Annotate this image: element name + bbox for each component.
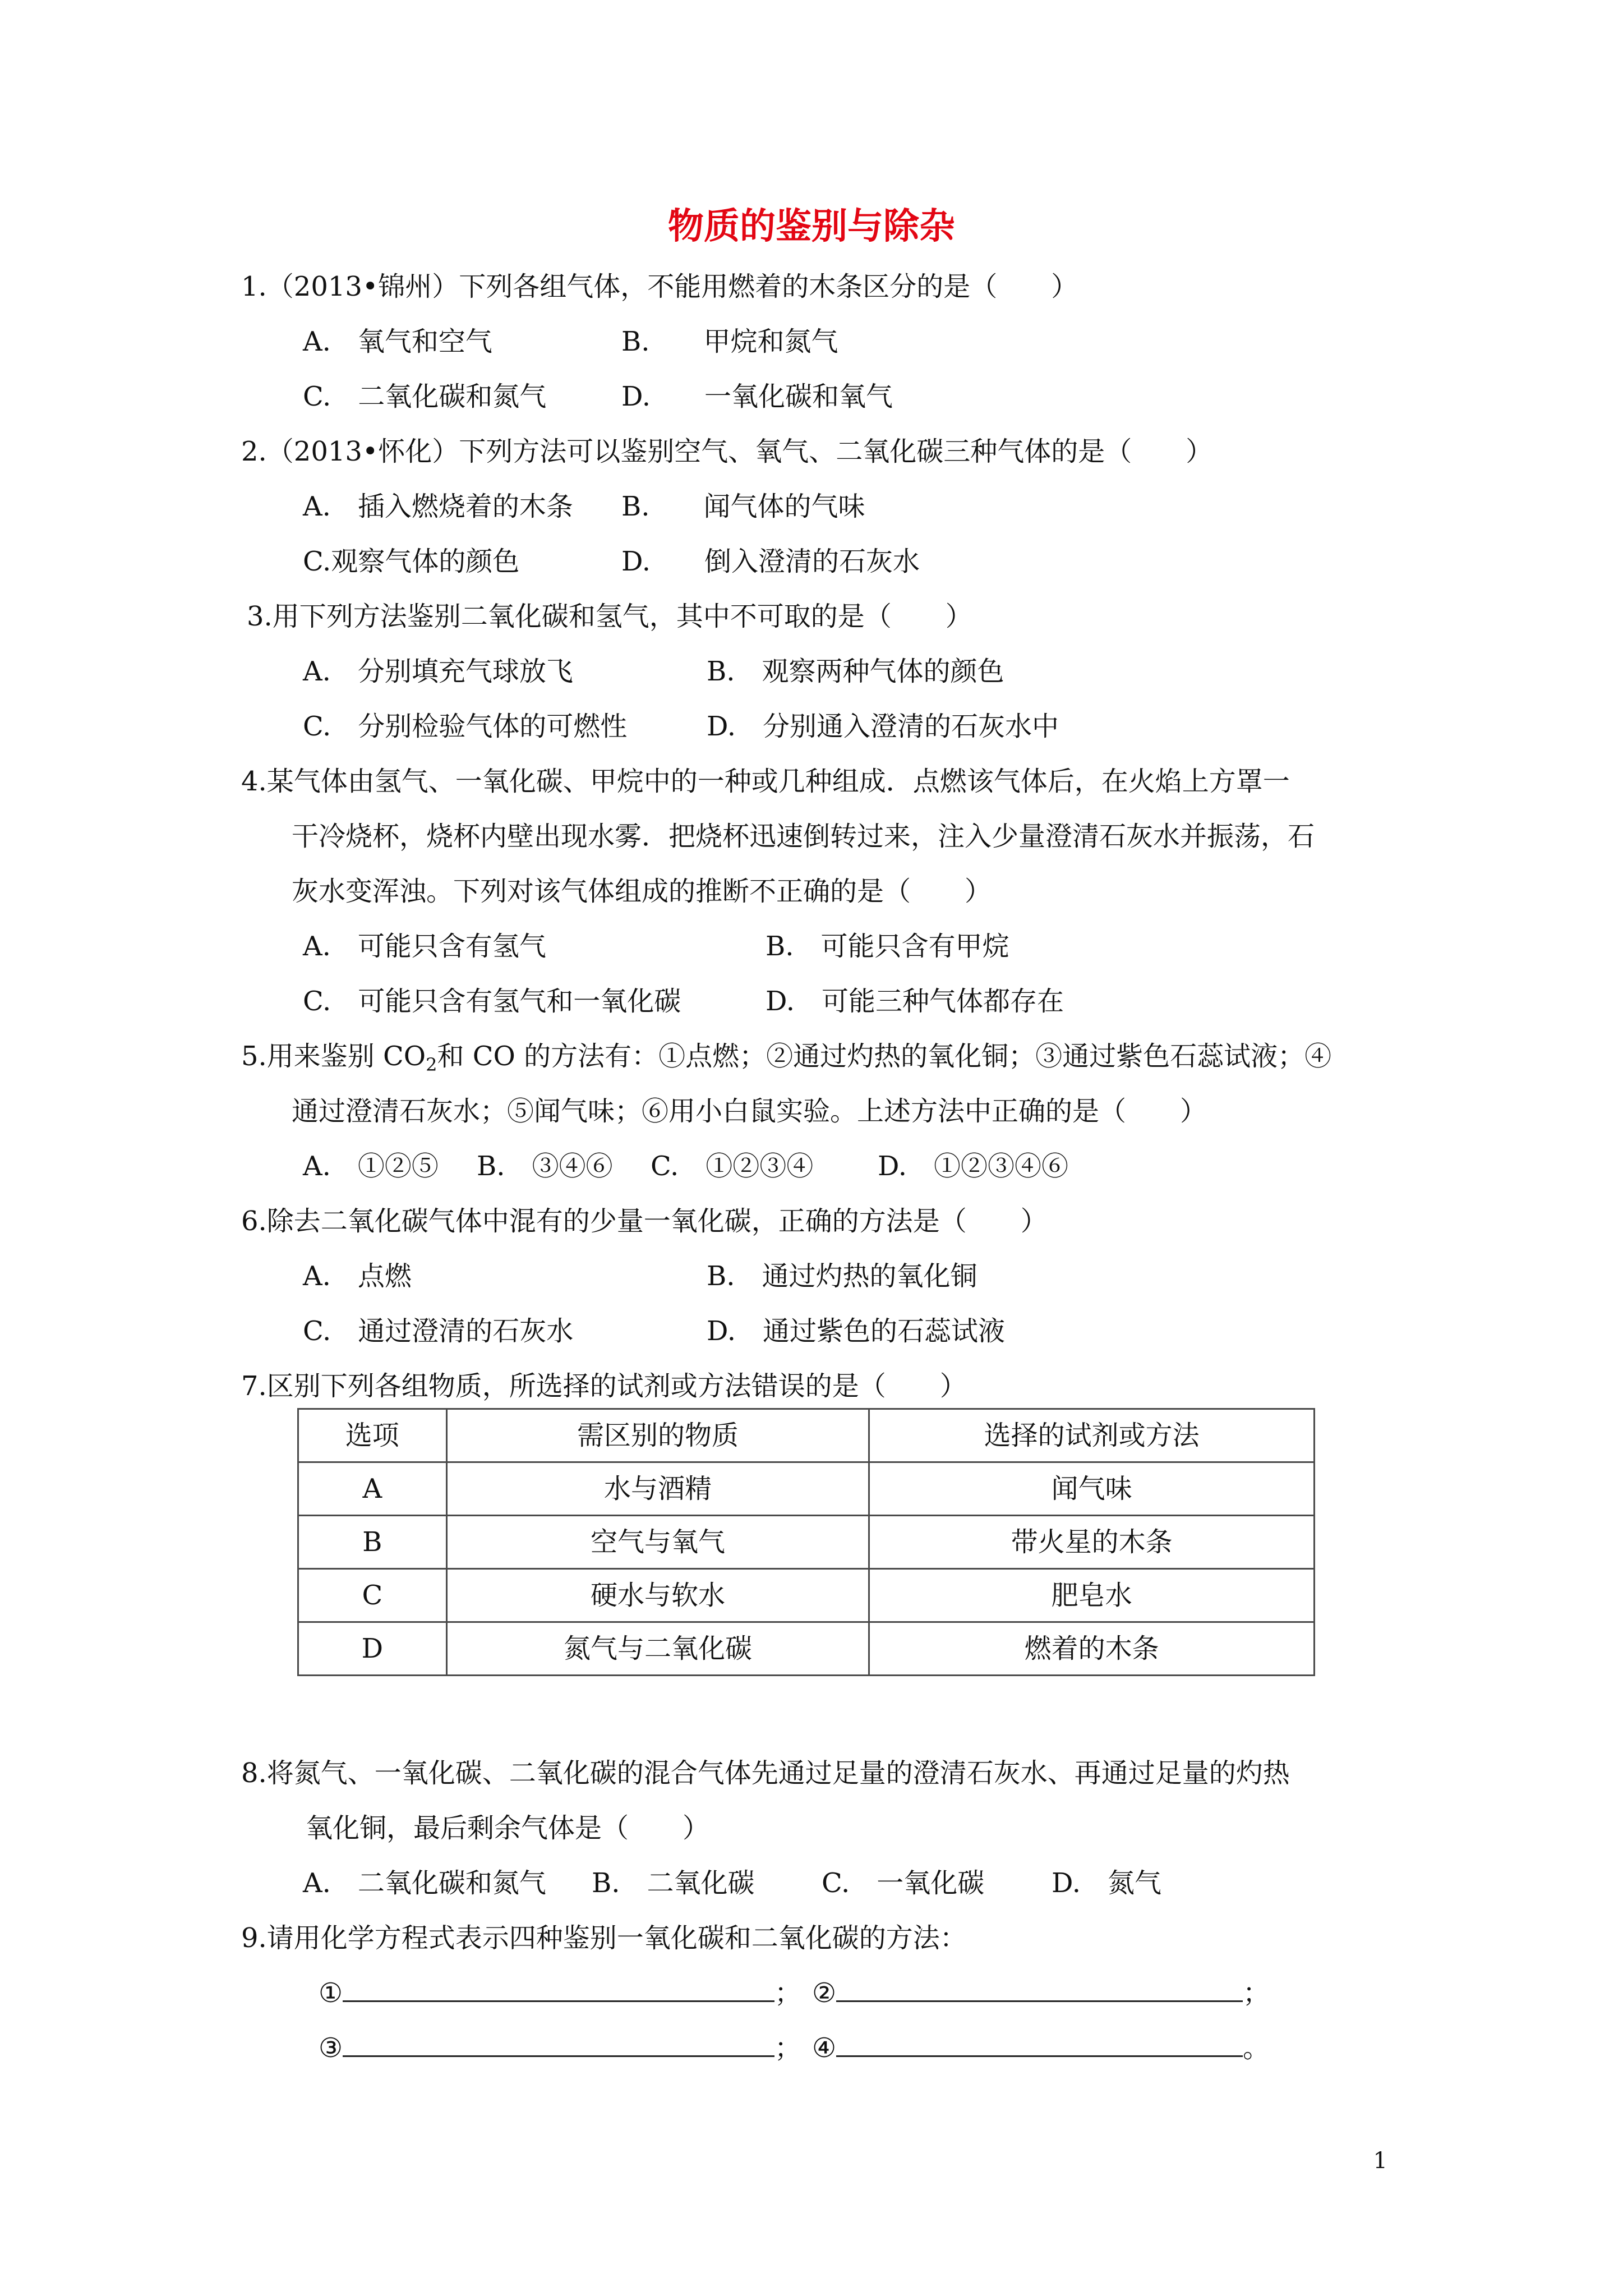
page-number: 1 <box>1373 2148 1387 2174</box>
question-4-option-b: B. 可能只含有甲烷 <box>766 931 1009 962</box>
question-6-stem: 6.除去二氧化碳气体中混有的少量一氧化碳，正确的方法是（ ） <box>241 1205 1048 1237</box>
question-6-option-d: D. 通过紫色的石蕊试液 <box>707 1315 1006 1347</box>
table-header-cell: 选项 <box>298 1409 447 1462</box>
question-2-option-b: B. 闻气体的气味 <box>621 491 865 522</box>
question-1-option-c: C. 二氧化碳和氮气 <box>303 381 547 412</box>
table-cell: 燃着的木条 <box>869 1622 1315 1676</box>
table-cell: D <box>298 1622 447 1676</box>
table-cell: B <box>298 1516 447 1569</box>
question-6-option-b: B. 通过灼热的氧化铜 <box>707 1260 978 1292</box>
question-5-option-a: A. ①②⑤ <box>303 1151 439 1182</box>
table-cell: 硬水与软水 <box>446 1569 869 1622</box>
answer-separator-4: 。 <box>1243 2032 1270 2064</box>
table-cell: 闻气味 <box>869 1462 1315 1516</box>
question-3-option-b: B. 观察两种气体的颜色 <box>707 656 1004 687</box>
answer-line-1 <box>319 1966 801 2021</box>
answer-label-2: ② <box>812 1977 837 2009</box>
question-1-option-b: B. 甲烷和氮气 <box>621 326 838 357</box>
question-3-option-a: A. 分别填充气球放飞 <box>303 656 573 687</box>
question-8-option-c: C. 一氧化碳 <box>822 1867 985 1899</box>
question-7-stem: 7.区别下列各组物质，所选择的试剂或方法错误的是（ ） <box>241 1370 967 1402</box>
question-4-option-d: D. 可能三种气体都存在 <box>766 986 1064 1017</box>
question-2-option-d: D. 倒入澄清的石灰水 <box>621 546 920 577</box>
question-6-option-c: C. 通过澄清的石灰水 <box>303 1315 574 1347</box>
table-row <box>298 1462 1315 1516</box>
answer-line-4 <box>812 2021 1270 2076</box>
table-cell: 氮气与二氧化碳 <box>446 1622 869 1676</box>
question-5-stem-line-1 <box>241 1029 1331 1092</box>
question-4-stem-line-1: 4.某气体由氢气、一氧化碳、甲烷中的一种或几种组成．点燃该气体后，在火焰上方罩一 <box>241 766 1290 797</box>
answer-label-1: ① <box>319 1977 343 2009</box>
answer-line-3 <box>319 2021 801 2076</box>
table-row <box>298 1622 1315 1676</box>
question-2-stem: 2.（2013•怀化）下列方法可以鉴别空气、氧气、二氧化碳三种气体的是（ ） <box>241 436 1213 467</box>
question-4-option-a: A. 可能只含有氢气 <box>303 931 546 962</box>
table-cell: 带火星的木条 <box>869 1516 1315 1569</box>
question-4-stem-line-3: 灰水变浑浊。下列对该气体组成的推断不正确的是（ ） <box>292 876 992 907</box>
question-3-stem: 3.用下列方法鉴别二氧化碳和氢气，其中不可取的是（ ） <box>247 601 972 632</box>
question-2-option-c: C.观察气体的颜色 <box>303 546 520 577</box>
answer-blank-3[interactable] <box>343 2024 774 2057</box>
question-1-option-d: D. 一氧化碳和氧气 <box>621 381 893 412</box>
answer-line-2 <box>812 1966 1270 2021</box>
table-header-cell: 选择的试剂或方法 <box>869 1409 1315 1462</box>
table-header-row <box>298 1409 1315 1462</box>
answer-blank-2[interactable] <box>836 1969 1243 2002</box>
table-cell: 肥皂水 <box>869 1569 1315 1622</box>
answer-label-4: ④ <box>812 2032 837 2064</box>
question-9-stem: 9.请用化学方程式表示四种鉴别一氧化碳和二氧化碳的方法： <box>241 1922 967 1954</box>
question-6-option-a: A. 点燃 <box>303 1260 412 1292</box>
table-header-cell: 需区别的物质 <box>446 1409 869 1462</box>
question-8-option-d: D. 氮气 <box>1052 1867 1162 1899</box>
question-5-option-d: D. ①②③④⑥ <box>878 1151 1069 1182</box>
question-4-stem-line-2: 干冷烧杯，烧杯内壁出现水雾．把烧杯迅速倒转过来，注入少量澄清石灰水并振荡，石 <box>292 821 1315 852</box>
question-5-option-c: C. ①②③④ <box>651 1151 814 1182</box>
answer-separator-1: ； <box>774 1977 802 2009</box>
question-3-option-d: D. 分别通入澄清的石灰水中 <box>707 711 1059 742</box>
answer-blank-4[interactable] <box>836 2024 1243 2057</box>
answer-label-3: ③ <box>319 2032 343 2064</box>
co2-subscript: 2 <box>426 1054 437 1075</box>
table-cell: A <box>298 1462 447 1516</box>
question-1-stem: 1.（2013•锦州）下列各组气体，不能用燃着的木条区分的是（ ） <box>241 271 1078 302</box>
question-5-stem-part-a: 5.用来鉴别 CO <box>241 1041 426 1072</box>
question-8-option-b: B. 二氧化碳 <box>592 1867 755 1899</box>
question-8-stem-line-1: 8.将氮气、一氧化碳、二氧化碳的混合气体先通过足量的澄清石灰水、再通过足量的灼热 <box>241 1757 1290 1789</box>
question-4-option-c: C. 可能只含有氢气和一氧化碳 <box>303 986 681 1017</box>
answer-blank-1[interactable] <box>343 1969 774 2002</box>
answer-separator-2: ； <box>1243 1977 1270 2009</box>
question-8-option-a: A. 二氧化碳和氮气 <box>303 1867 546 1899</box>
comparison-table <box>297 1408 1315 1676</box>
table-cell: C <box>298 1569 447 1622</box>
question-3-option-c: C. 分别检验气体的可燃性 <box>303 711 628 742</box>
question-5-option-b: B. ③④⑥ <box>477 1151 613 1182</box>
question-8-stem-line-2: 氧化铜，最后剩余气体是（ ） <box>306 1812 710 1844</box>
question-5-stem-line-2: 通过澄清石灰水；⑤闻气味；⑥用小白鼠实验。上述方法中正确的是（ ） <box>292 1096 1207 1127</box>
question-5-stem-part-b: 和 CO 的方法有：①点燃；②通过灼热的氧化铜；③通过紫色石蕊试液；④ <box>437 1041 1332 1072</box>
table-cell: 空气与氧气 <box>446 1516 869 1569</box>
table-row <box>298 1569 1315 1622</box>
answer-separator-3: ； <box>774 2032 802 2064</box>
table-row <box>298 1516 1315 1569</box>
document-title: 物质的鉴别与除杂 <box>668 205 955 247</box>
table-cell: 水与酒精 <box>446 1462 869 1516</box>
question-2-option-a: A. 插入燃烧着的木条 <box>303 491 573 522</box>
question-1-option-a: A. 氧气和空气 <box>303 326 492 357</box>
